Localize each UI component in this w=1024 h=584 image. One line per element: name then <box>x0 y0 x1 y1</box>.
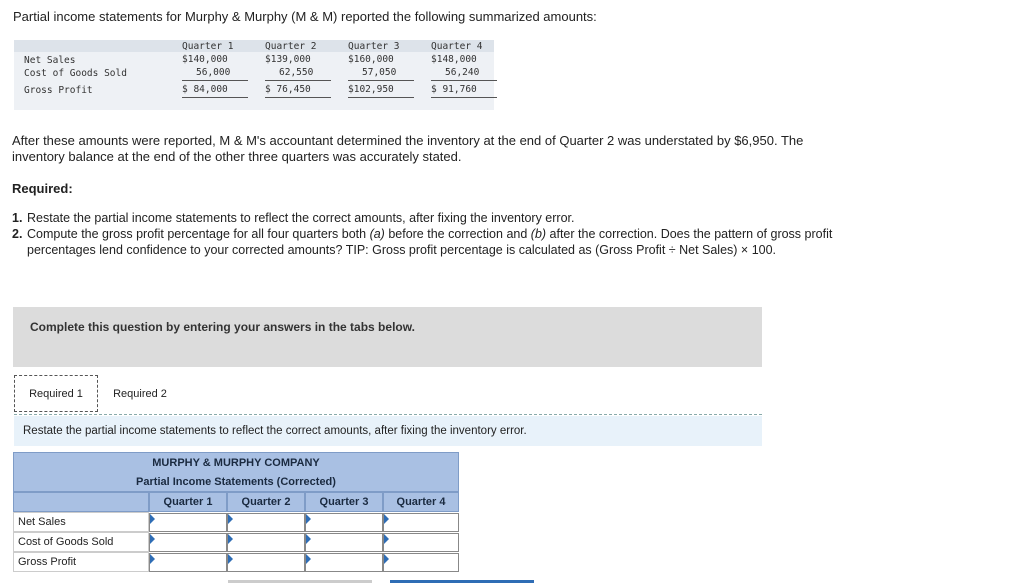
given-cell: $ 76,450 <box>265 84 311 95</box>
given-table <box>14 40 494 110</box>
cogs-q3-input[interactable] <box>305 533 383 552</box>
statement-title: Partial Income Statements (Corrected) <box>136 476 336 488</box>
given-col-header: Quarter 1 <box>182 41 234 52</box>
given-row-label: Cost of Goods Sold <box>24 68 127 79</box>
cogs-q4-input[interactable] <box>383 533 459 552</box>
gross-profit-q1-input[interactable] <box>149 553 227 572</box>
part-a-label: (a) <box>369 227 385 241</box>
row-label-gross-profit: Gross Profit <box>13 552 149 572</box>
requirement-item <box>12 226 842 258</box>
banner-text: Complete this question by entering your answers in the tabs below. <box>30 320 415 334</box>
given-cell: $148,000 <box>431 54 477 65</box>
col-header-quarter-1: Quarter 1 <box>149 492 227 512</box>
requirement-item <box>12 210 842 226</box>
requirement-text: Compute the gross profit percentage for all four quarters both <box>27 227 370 241</box>
gross-profit-q4-input[interactable] <box>383 553 459 572</box>
given-cell: 57,050 <box>362 67 397 78</box>
net-sales-q1-input[interactable] <box>149 513 227 532</box>
subtotal-rule <box>182 80 248 81</box>
gross-profit-q3-input[interactable] <box>305 553 383 572</box>
row-label-header <box>13 492 149 512</box>
subtotal-rule <box>431 80 497 81</box>
subtotal-rule <box>348 80 414 81</box>
total-rule <box>182 97 248 98</box>
col-header-quarter-3: Quarter 3 <box>305 492 383 512</box>
tab-required-2[interactable]: Required 2 <box>113 387 167 400</box>
instructions-banner <box>13 307 762 367</box>
row-label-cogs: Cost of Goods Sold <box>13 532 149 552</box>
row-label-net-sales: Net Sales <box>13 512 149 532</box>
given-body <box>14 52 494 110</box>
given-col-header: Quarter 3 <box>348 41 400 52</box>
instruction-text: Restate the partial income statements to reflect the correct amounts, after fixing the inventory error. <box>23 425 527 437</box>
net-sales-q4-input[interactable] <box>383 513 459 532</box>
given-col-header: Quarter 4 <box>431 41 483 52</box>
context-paragraph: After these amounts were reported, M & M's accountant determined the inventory at the end of Quarter 2 was understated by $6,950. The inventory balance at the end of the other three quarters was accurately stated. <box>12 133 804 164</box>
requirement-number: 2. <box>12 227 23 241</box>
requirements-list <box>12 210 842 258</box>
col-header-quarter-4: Quarter 4 <box>383 492 459 512</box>
tab-instruction <box>14 416 762 446</box>
requirement-number: 1. <box>12 211 23 225</box>
requirement-text: after the correction. Does the pattern of gross profit percentages lend confidence to your corrected amounts? TIP: Gross profit percentage is calculated as (Gross Profit ÷ Net Sales) × 100. <box>27 227 833 257</box>
answer-header <box>13 452 459 492</box>
total-rule <box>348 97 414 98</box>
given-header-band <box>14 40 494 52</box>
answer-table <box>13 452 459 573</box>
cogs-q1-input[interactable] <box>149 533 227 552</box>
gross-profit-q2-input[interactable] <box>227 553 305 572</box>
given-cell: $102,950 <box>348 84 394 95</box>
intro-text: Partial income statements for Murphy & Murphy (M & M) reported the following summarized amounts: <box>13 9 597 24</box>
given-cell: 56,000 <box>196 67 231 78</box>
given-col-header: Quarter 2 <box>265 41 317 52</box>
requirement-text: before the correction and <box>384 227 531 241</box>
net-sales-q3-input[interactable] <box>305 513 383 532</box>
given-row-label: Gross Profit <box>24 85 93 96</box>
given-cell: $139,000 <box>265 54 311 65</box>
part-b-label: (b) <box>530 227 547 241</box>
next-button-edge[interactable] <box>390 580 534 583</box>
tab-required-1[interactable]: Required 1 <box>14 375 98 412</box>
given-cell: $ 84,000 <box>182 84 228 95</box>
given-cell: 62,550 <box>279 67 314 78</box>
cogs-q2-input[interactable] <box>227 533 305 552</box>
given-cell: 56,240 <box>445 67 480 78</box>
given-cell: $140,000 <box>182 54 228 65</box>
prev-button-edge[interactable] <box>228 580 372 583</box>
requirement-text: Restate the partial income statements to reflect the correct amounts, after fixing the inventory error. <box>27 211 575 225</box>
given-row-label: Net Sales <box>24 55 76 66</box>
subtotal-rule <box>265 80 331 81</box>
required-heading: Required: <box>12 181 73 196</box>
company-name: MURPHY & MURPHY COMPANY <box>152 457 320 469</box>
total-rule <box>265 97 331 98</box>
given-cell: $160,000 <box>348 54 394 65</box>
tab-divider <box>14 414 762 415</box>
net-sales-q2-input[interactable] <box>227 513 305 532</box>
total-rule <box>431 97 497 98</box>
given-cell: $ 91,760 <box>431 84 477 95</box>
col-header-quarter-2: Quarter 2 <box>227 492 305 512</box>
